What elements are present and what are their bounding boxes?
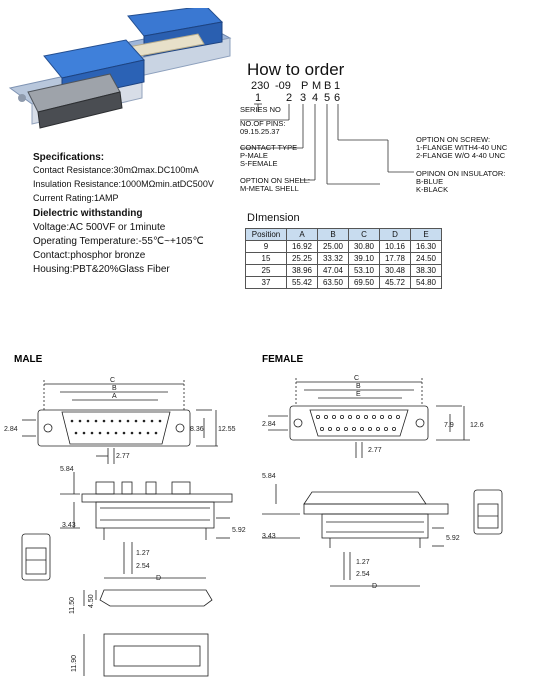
male-dim-592: 5.92	[232, 527, 246, 534]
header-position: Position	[246, 229, 287, 241]
cell: 16.92	[287, 241, 318, 253]
cell: 10.16	[380, 241, 411, 253]
male-dim-c: C	[110, 377, 116, 384]
female-front-view	[268, 378, 470, 458]
header-c: C	[349, 229, 380, 241]
label-shell-m: M-METAL SHELL	[240, 184, 299, 193]
cell: 45.72	[380, 277, 411, 289]
male-dim-b: B	[112, 385, 117, 392]
technical-drawings	[0, 340, 536, 696]
male-dim-1255: 12.55	[218, 426, 236, 433]
male-dim-127: 1.27	[136, 550, 150, 557]
dielectric-temp: Operating Temperature:-55℃~+105℃	[33, 236, 204, 247]
male-clip-view	[84, 590, 212, 676]
cell: 55.42	[287, 277, 318, 289]
male-dim-254: 2.54	[136, 563, 150, 570]
female-sockets	[316, 415, 399, 430]
cell: 33.32	[318, 253, 349, 265]
position-1: 1	[255, 92, 262, 104]
table-row	[246, 253, 442, 265]
label-contact-s: S-FEMALE	[240, 159, 278, 168]
male-dim-a: A	[112, 393, 117, 400]
position-6: 6	[334, 92, 341, 104]
cell: 37	[246, 277, 287, 289]
male-dim-584: 5.84	[60, 466, 74, 473]
male-dim-1150: 11.50	[69, 597, 76, 614]
label-screw-title: OPTION ON SCREW:	[416, 135, 491, 144]
male-dim-284: 2.84	[4, 426, 18, 433]
spec-contact-resistance: Contact Resistance:30mΩmax.DC100mA	[33, 165, 199, 175]
female-dim-284: 2.84	[262, 421, 276, 428]
cell: 38.30	[411, 265, 442, 277]
label-contact-title: CONTACT TYPE	[240, 143, 298, 152]
spec-insulation-resistance: Insulation Resistance:1000MΩmin.atDC500V	[33, 179, 214, 189]
cell: 17.78	[380, 253, 411, 265]
table-row	[246, 277, 442, 289]
table-header-row	[246, 229, 442, 241]
cell: 54.80	[411, 277, 442, 289]
label-series-no: SERIES NO	[240, 105, 281, 114]
male-end-view	[22, 534, 50, 580]
cell: 9	[246, 241, 287, 253]
code-screw: 1	[334, 80, 341, 92]
label-shell-title: OPTION ON SHELL:	[240, 176, 311, 185]
header-b: B	[318, 229, 349, 241]
female-dim-127: 1.27	[356, 559, 370, 566]
label-screw-1: 1-FLANGE WITH4-40 UNC	[416, 143, 508, 152]
dielectric-contact: Contact:phosphor bronze	[33, 250, 146, 261]
female-side-view	[262, 484, 448, 586]
female-dim-d: D	[372, 583, 378, 590]
female-dim-79: 7.9	[444, 422, 454, 429]
code-pins: -09	[275, 80, 291, 92]
position-5: 5	[324, 92, 331, 104]
cell: 25	[246, 265, 287, 277]
code-shell: M	[312, 80, 322, 92]
table-row	[246, 265, 442, 277]
male-dim-343: 3.43	[62, 522, 76, 529]
female-dim-c: C	[354, 375, 360, 382]
male-title: MALE	[14, 354, 43, 365]
dielectric-title: Dielectric withstanding	[33, 208, 143, 219]
position-2: 2	[286, 92, 293, 104]
dimension-title: DImension	[247, 212, 300, 224]
dielectric-voltage: Voltage:AC 500VF or 1minute	[33, 222, 166, 233]
cell: 24.50	[411, 253, 442, 265]
female-dim-592: 5.92	[446, 535, 460, 542]
label-insulator-k: K-BLACK	[416, 185, 449, 194]
cell: 15	[246, 253, 287, 265]
female-dim-584: 5.84	[262, 473, 276, 480]
code-contact: P	[301, 80, 309, 92]
position-4: 4	[312, 92, 319, 104]
male-dim-836: 8.36	[190, 426, 204, 433]
position-3: 3	[300, 92, 307, 104]
cell: 53.10	[349, 265, 380, 277]
male-dim-450: 4.50	[88, 594, 95, 608]
female-dim-b: B	[356, 383, 361, 390]
female-title: FEMALE	[262, 354, 304, 365]
dielectric-housing: Housing:PBT&20%Glass Fiber	[33, 264, 170, 275]
male-pins	[71, 420, 162, 435]
dimension-table	[245, 228, 442, 289]
cell: 39.10	[349, 253, 380, 265]
header-d: D	[380, 229, 411, 241]
label-pins-values: 09.15.25.37	[240, 127, 280, 136]
female-dim-254: 2.54	[356, 571, 370, 578]
header-e: E	[411, 229, 442, 241]
male-dim-1190: 11.90	[71, 655, 78, 672]
how-to-order-title: How to order	[247, 60, 345, 79]
male-dim-277: 2.77	[116, 453, 130, 460]
female-dim-277: 2.77	[368, 447, 382, 454]
label-contact-p: P-MALE	[240, 151, 268, 160]
female-end-view	[474, 490, 502, 534]
label-insulator-b: B-BLUE	[416, 177, 444, 186]
female-dim-e: E	[356, 391, 361, 398]
code-insulator: B	[324, 80, 332, 92]
cell: 16.30	[411, 241, 442, 253]
code-series: 230	[251, 80, 270, 92]
cell: 47.04	[318, 265, 349, 277]
label-screw-2: 2-FLANGE W/O 4-40 UNC	[416, 151, 506, 160]
cell: 30.80	[349, 241, 380, 253]
female-dim-126: 12.6	[470, 422, 484, 429]
male-dim-d: D	[156, 575, 162, 582]
cell: 30.48	[380, 265, 411, 277]
header-a: A	[287, 229, 318, 241]
cell: 69.50	[349, 277, 380, 289]
table-row	[246, 241, 442, 253]
specifications-title: Specifications:	[33, 152, 105, 163]
cell: 25.00	[318, 241, 349, 253]
spec-current-rating: Current Rating:1AMP	[33, 193, 119, 203]
label-insulator-title: OPINON ON INSULATOR:	[416, 169, 506, 178]
label-pins-title: NO.OF PINS:	[240, 119, 286, 128]
cell: 25.25	[287, 253, 318, 265]
female-dim-343: 3.43	[262, 533, 276, 540]
cell: 38.96	[287, 265, 318, 277]
cell: 63.50	[318, 277, 349, 289]
